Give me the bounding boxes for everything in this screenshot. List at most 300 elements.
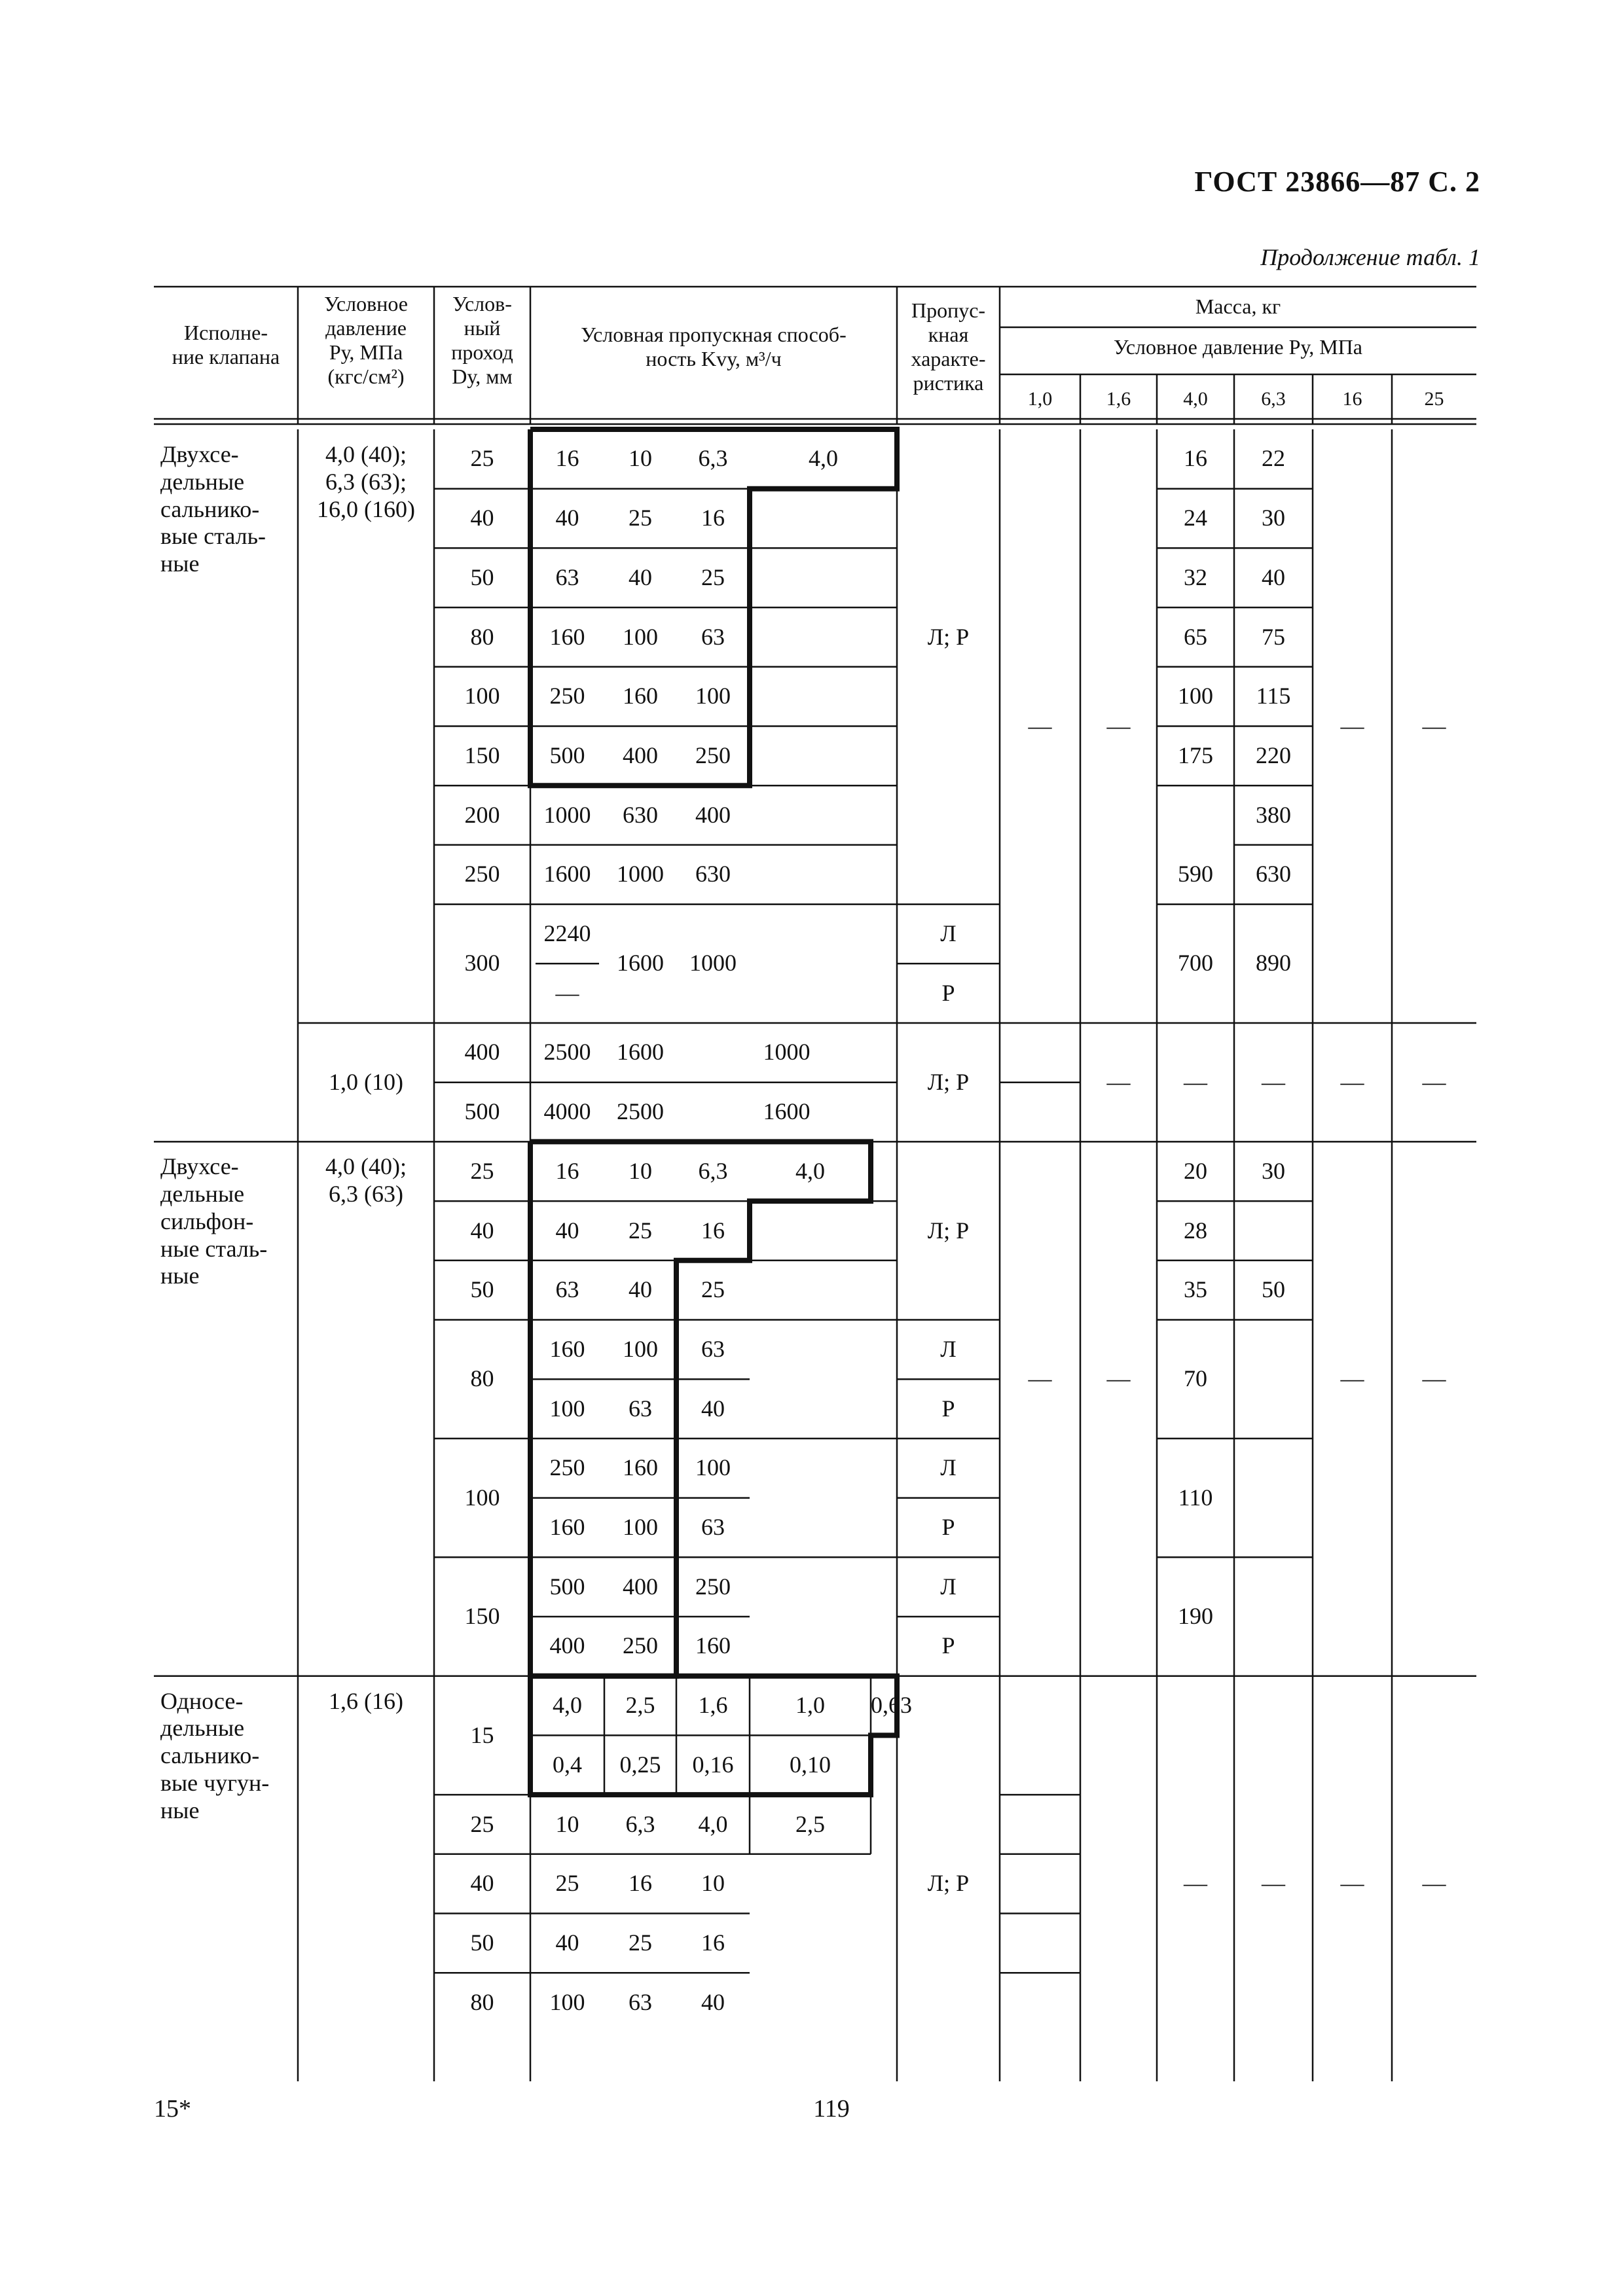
kv-cell-line: 1600	[617, 950, 664, 977]
page-mark: 15*	[154, 2095, 191, 2123]
kv-cell	[750, 1811, 871, 1839]
section-variant-line: ные	[160, 550, 200, 577]
kv-cell	[604, 445, 676, 473]
section-variant	[160, 1153, 298, 1290]
kv-cell-line: 1000	[763, 1039, 811, 1066]
kv-cell	[530, 1336, 604, 1363]
kv-cell-line: 63	[701, 1335, 725, 1362]
header-kv-line: Условная пропускная способ-	[581, 323, 847, 346]
kv-cell	[604, 564, 676, 592]
header-dn-line: ный	[464, 316, 501, 340]
header-mass-col	[1000, 388, 1080, 411]
dash-cell	[1392, 1870, 1476, 1897]
characteristic-cell	[897, 1217, 1000, 1245]
section-variant-line: вые чугун-	[160, 1769, 270, 1796]
mass-63-cell	[1234, 1158, 1313, 1185]
dn-cell	[434, 1365, 530, 1393]
header-mass-pressure-line: Условное давление Pу, МПа	[1114, 335, 1362, 359]
kv-cell-line: 2240	[543, 920, 591, 947]
dn-cell	[434, 1158, 530, 1185]
dash-cell	[1234, 1069, 1313, 1096]
kv-cell	[604, 1989, 676, 2017]
kv-cell-line: 25	[629, 505, 652, 531]
kv-cell-line: 16	[701, 1217, 725, 1244]
kv-cell	[676, 1454, 750, 1482]
dn-cell	[434, 564, 530, 592]
kv-cell-line: —	[555, 979, 579, 1006]
dash-cell	[1392, 1365, 1476, 1393]
dn-cell	[434, 624, 530, 651]
kv-cell-line: 160	[549, 623, 585, 650]
dash-cell-line: —	[1340, 1365, 1364, 1392]
dn-cell-line: 50	[470, 564, 494, 590]
mass-4-cell-line: 175	[1178, 742, 1213, 768]
kv-cell-line: 25	[629, 1217, 652, 1244]
kv-cell-line: 1,0	[795, 1692, 825, 1719]
kv-cell	[530, 1811, 604, 1839]
mass-4-cell-line: 35	[1184, 1276, 1207, 1303]
header-mass-line: Масса, кг	[1195, 295, 1281, 318]
header-variant	[154, 321, 298, 369]
header-characteristic-line: Пропус-	[911, 298, 986, 322]
dash-cell-line: —	[1422, 1870, 1446, 1897]
dn-cell	[434, 1870, 530, 1897]
dash-cell-line: —	[1106, 1068, 1131, 1095]
kv-cell-line: 40	[555, 505, 579, 531]
kv-cell	[604, 505, 676, 532]
section-pressure-line: 6,3 (63)	[329, 1181, 403, 1208]
kv-cell-line: 40	[555, 1217, 579, 1244]
mass-63-cell-line: 22	[1262, 445, 1285, 472]
kv-cell	[871, 1692, 912, 1719]
kv-cell-line: 63	[701, 623, 725, 650]
dn-cell-line: 250	[464, 861, 500, 888]
kv-cell-line: 250	[695, 742, 731, 768]
kv-cell-line: 100	[695, 1454, 731, 1481]
mass-4-cell	[1157, 1603, 1234, 1630]
kv-cell	[530, 1276, 604, 1304]
mass-4-cell	[1157, 1365, 1234, 1393]
header-characteristic-line: ристика	[913, 371, 984, 395]
kv-cell-line: 10	[701, 1870, 725, 1897]
kv-cell	[530, 624, 604, 651]
kv-cell	[604, 1870, 676, 1897]
kv-cell-line: 40	[555, 1929, 579, 1956]
mass-4-cell	[1157, 1217, 1234, 1245]
characteristic-cell-line: Р	[941, 1632, 955, 1659]
mass-4-cell-line: 32	[1184, 564, 1207, 590]
kv-cell	[530, 1692, 604, 1719]
dash-cell	[1234, 1870, 1313, 1897]
header-mass-col-line: 1,0	[1027, 387, 1053, 410]
dash-cell	[1157, 1870, 1234, 1897]
section-pressure-line: 16,0 (160)	[317, 495, 415, 522]
kv-cell-line: 16	[701, 1929, 725, 1956]
header-dn	[434, 292, 530, 389]
header-pressure-line: Условное	[324, 292, 408, 315]
mass-4-cell	[1157, 445, 1234, 473]
mass-4-cell	[1157, 950, 1234, 977]
kv-cell	[530, 1751, 604, 1779]
mass-4-cell	[1157, 861, 1234, 888]
mass-63-cell	[1234, 624, 1313, 651]
kv-cell-line: 10	[629, 1157, 652, 1184]
kv-cell-line: 4,0	[809, 445, 838, 472]
kv-cell-line: 6,3	[698, 445, 728, 472]
dn-cell-line: 25	[470, 1157, 494, 1184]
section-pressure	[298, 1688, 434, 1715]
kv-cell-line: 1000	[689, 950, 737, 977]
kv-cell	[750, 1158, 871, 1185]
header-pressure-line: (кгс/см²)	[327, 365, 405, 389]
kv-cell	[676, 1276, 750, 1304]
header-mass-col-line: 16	[1342, 387, 1362, 410]
header-characteristic	[897, 298, 1000, 395]
section-pressure-line: 6,3 (63);	[325, 468, 407, 495]
kv-cell-line: 100	[623, 623, 658, 650]
dn-cell	[434, 1098, 530, 1126]
characteristic-cell	[897, 1632, 1000, 1660]
kv-cell	[530, 1632, 604, 1660]
dash-cell	[1080, 1069, 1157, 1096]
kv-cell-line: 16	[555, 1157, 579, 1184]
kv-cell	[604, 1039, 676, 1066]
section-variant-line: сильфон-	[160, 1208, 254, 1234]
mass-63-cell	[1234, 1276, 1313, 1304]
kv-cell-line: 1600	[763, 1098, 811, 1125]
header-mass	[1000, 295, 1476, 319]
kv-cell	[530, 1454, 604, 1482]
kv-cell-line: 40	[629, 1276, 652, 1303]
mass-4-cell-line: 100	[1178, 683, 1213, 709]
mass-63-cell-line: 220	[1256, 742, 1291, 768]
kv-cell	[676, 1514, 750, 1541]
dash-cell	[1157, 1069, 1234, 1096]
section-variant	[160, 1688, 298, 1825]
mass-4-cell-line: 65	[1184, 623, 1207, 650]
mass-63-cell-line: 630	[1256, 861, 1291, 888]
dn-cell-line: 25	[470, 1810, 494, 1837]
mass-4-cell	[1157, 1484, 1234, 1512]
dash-cell	[1313, 1069, 1392, 1096]
dash-cell	[1313, 713, 1392, 740]
kv-cell	[750, 445, 897, 473]
header-dn-line: проход	[451, 340, 513, 365]
dn-cell	[434, 1039, 530, 1066]
dash-cell	[1313, 1365, 1392, 1393]
characteristic-cell-line: Л	[940, 920, 957, 947]
kv-cell	[676, 1811, 750, 1839]
kv-cell-line: 63	[555, 564, 579, 590]
mass-4-cell-line: 590	[1178, 861, 1213, 888]
section-variant-line: Односе-	[160, 1687, 244, 1714]
characteristic-cell	[897, 1514, 1000, 1541]
kv-cell	[676, 1573, 750, 1601]
kv-cell	[676, 861, 750, 888]
kv-cell	[750, 1751, 871, 1779]
kv-cell-line: 63	[701, 1514, 725, 1541]
characteristic-cell	[897, 1395, 1000, 1423]
mass-63-cell-line: 75	[1262, 623, 1285, 650]
dash-cell-line: —	[1184, 1870, 1207, 1897]
kv-cell	[676, 1632, 750, 1660]
section-variant-line: вые сталь-	[160, 523, 266, 550]
dn-cell-line: 80	[470, 1365, 494, 1392]
dash-cell-line: —	[1340, 1068, 1364, 1095]
kv-cell-line: 10	[629, 445, 652, 472]
kv-cell-line: 0,10	[790, 1751, 831, 1778]
kv-cell-line: 400	[623, 742, 658, 768]
kv-cell-line: 1600	[543, 861, 591, 888]
dn-cell-line: 400	[464, 1039, 500, 1066]
kv-cell	[604, 1751, 676, 1779]
kv-cell	[676, 1158, 750, 1185]
section-variant-line: Двухсе-	[160, 441, 239, 467]
mass-4-cell	[1157, 624, 1234, 651]
document-header: ГОСТ 23866—87 С. 2	[1194, 166, 1480, 198]
section-variant-line: сальнико-	[160, 1742, 260, 1769]
dash-cell-line: —	[1184, 1068, 1207, 1095]
kv-cell	[676, 802, 750, 829]
mass-4-cell-line: 28	[1184, 1217, 1207, 1244]
dn-cell	[434, 1989, 530, 2017]
kv-cell-line: 40	[629, 564, 652, 590]
section-pressure	[298, 1069, 434, 1096]
kv-cell-line: 400	[549, 1632, 585, 1659]
header-variant-line: ние клапана	[172, 345, 280, 369]
mass-4-cell	[1157, 505, 1234, 532]
dash-cell	[1080, 713, 1157, 740]
kv-cell-line: 1000	[617, 861, 664, 888]
kv-cell	[604, 1276, 676, 1304]
kv-cell	[676, 742, 750, 770]
kv-cell-line: 10	[555, 1810, 579, 1837]
kv-cell	[676, 505, 750, 532]
dn-cell-line: 40	[470, 1217, 494, 1244]
dn-cell	[434, 1217, 530, 1245]
section-pressure-line: 4,0 (40);	[325, 441, 407, 467]
characteristic-cell	[897, 1069, 1000, 1096]
section-variant-line: сальнико-	[160, 495, 260, 522]
kv-cell	[604, 1573, 676, 1601]
header-dn-line: Услов-	[452, 292, 512, 315]
kv-cell	[676, 445, 750, 473]
kv-cell	[676, 950, 750, 977]
header-mass-col	[1080, 388, 1157, 411]
mass-63-cell	[1234, 950, 1313, 977]
dn-cell-line: 25	[470, 445, 494, 472]
dn-cell-line: 500	[464, 1098, 500, 1125]
dash-cell-line: —	[1028, 712, 1052, 739]
characteristic-cell-line: Л	[940, 1335, 957, 1362]
kv-cell	[676, 1039, 897, 1066]
dn-cell-line: 50	[470, 1929, 494, 1956]
kv-cell-line: 0,4	[553, 1751, 582, 1778]
mass-63-cell-line: 50	[1262, 1276, 1285, 1303]
kv-cell-line: 2500	[617, 1098, 664, 1125]
mass-4-cell-line: 190	[1178, 1603, 1213, 1630]
kv-cell-line: 1600	[617, 1039, 664, 1066]
kv-cell	[530, 1989, 604, 2017]
section-pressure-line: 1,0 (10)	[329, 1068, 403, 1095]
header-mass-pressure	[1000, 335, 1476, 359]
kv-cell-line: 250	[695, 1573, 731, 1600]
header-kv	[530, 323, 897, 371]
kv-cell-line: 6,3	[625, 1810, 655, 1837]
kv-cell	[604, 1514, 676, 1541]
kv-cell	[530, 1929, 604, 1957]
kv-cell	[604, 1098, 676, 1126]
kv-cell-line: 500	[549, 742, 585, 768]
mass-63-cell	[1234, 802, 1313, 829]
kv-cell	[676, 1395, 750, 1423]
header-mass-col	[1313, 388, 1392, 411]
dn-cell	[434, 1484, 530, 1512]
mass-4-cell-line: 20	[1184, 1157, 1207, 1184]
kv-cell-line: 4,0	[698, 1810, 728, 1837]
header-dn-line: Dу, мм	[452, 365, 513, 389]
mass-63-cell-line: 380	[1256, 801, 1291, 828]
kv-cell	[676, 1989, 750, 2017]
characteristic-cell	[897, 920, 1000, 948]
dash-cell-line: —	[1262, 1870, 1285, 1897]
dn-cell	[434, 1722, 530, 1749]
dn-cell-line: 80	[470, 623, 494, 650]
mass-63-cell-line: 890	[1256, 950, 1291, 977]
kv-cell	[530, 564, 604, 592]
kv-cell	[604, 742, 676, 770]
kv-cell-line: 2,5	[795, 1810, 825, 1837]
mass-4-cell-line: 110	[1178, 1484, 1213, 1511]
kv-cell	[676, 624, 750, 651]
dn-cell	[434, 861, 530, 888]
section-variant-line: дельные	[160, 1715, 245, 1742]
kv-cell-line: 250	[549, 683, 585, 709]
dash-cell	[1080, 1365, 1157, 1393]
dash-cell	[1000, 1365, 1080, 1393]
kv-cell-line: 400	[695, 801, 731, 828]
kv-cell-line: 16	[701, 505, 725, 531]
kv-cell-line: 63	[629, 1988, 652, 2015]
kv-cell	[604, 950, 676, 977]
kv-cell-line: 0,16	[692, 1751, 734, 1778]
kv-cell-line: 2,5	[625, 1692, 655, 1719]
dn-cell-line: 40	[470, 505, 494, 531]
characteristic-cell	[897, 624, 1000, 651]
characteristic-cell-line: Л	[940, 1454, 957, 1481]
section-variant-line: Двухсе-	[160, 1153, 239, 1180]
kv-cell	[530, 1573, 604, 1601]
mass-4-cell	[1157, 564, 1234, 592]
mass-63-cell	[1234, 505, 1313, 532]
kv-cell	[676, 1098, 897, 1126]
kv-cell	[530, 1158, 604, 1185]
kv-cell	[676, 683, 750, 710]
kv-cell	[676, 1929, 750, 1957]
mass-63-cell-line: 30	[1262, 505, 1285, 531]
kv-cell	[530, 505, 604, 532]
dn-cell	[434, 445, 530, 473]
kv-cell-line: 250	[549, 1454, 585, 1481]
kv-cell-line: 25	[555, 1870, 579, 1897]
header-pressure	[298, 292, 434, 389]
kv-cell-line: 2500	[543, 1039, 591, 1066]
kv-cell	[530, 980, 604, 1007]
header-mass-col	[1392, 388, 1476, 411]
dn-cell-line: 150	[464, 1603, 500, 1630]
characteristic-cell-line: Л; Р	[927, 1870, 970, 1897]
dn-cell	[434, 1276, 530, 1304]
characteristic-cell	[897, 1870, 1000, 1897]
kv-cell-line: 100	[549, 1988, 585, 2015]
dn-cell	[434, 1929, 530, 1957]
dn-cell-line: 40	[470, 1870, 494, 1897]
dash-cell-line: —	[1106, 712, 1131, 739]
kv-cell-line: 100	[623, 1514, 658, 1541]
mass-63-cell	[1234, 742, 1313, 770]
section-pressure-line: 4,0 (40);	[325, 1153, 407, 1180]
kv-cell	[604, 861, 676, 888]
kv-cell-line: 160	[623, 683, 658, 709]
characteristic-cell	[897, 1336, 1000, 1363]
kv-cell-line: 630	[695, 861, 731, 888]
characteristic-cell-line: Л; Р	[927, 623, 970, 650]
kv-cell	[530, 1395, 604, 1423]
kv-cell	[604, 1929, 676, 1957]
characteristic-cell	[897, 1573, 1000, 1601]
kv-cell	[530, 1098, 604, 1126]
kv-cell	[676, 1870, 750, 1897]
section-variant-line: ные сталь-	[160, 1235, 268, 1262]
dash-cell-line: —	[1028, 1365, 1052, 1392]
kv-cell-line: 630	[623, 801, 658, 828]
kv-cell	[530, 861, 604, 888]
kv-cell-line: 63	[555, 1276, 579, 1303]
header-characteristic-line: характе-	[911, 347, 986, 371]
kv-cell-line: 400	[623, 1573, 658, 1600]
section-variant-line: дельные	[160, 1181, 245, 1208]
kv-cell	[676, 564, 750, 592]
dn-cell-line: 100	[464, 683, 500, 709]
mass-4-cell-line: 24	[1184, 505, 1207, 531]
kv-cell-line: 160	[623, 1454, 658, 1481]
mass-4-cell	[1157, 742, 1234, 770]
kv-cell-line: 100	[695, 683, 731, 709]
kv-cell-line: 250	[623, 1632, 658, 1659]
kv-cell-line: 6,3	[698, 1157, 728, 1184]
kv-cell	[530, 445, 604, 473]
mass-63-cell-line: 30	[1262, 1157, 1285, 1184]
dn-cell	[434, 802, 530, 829]
characteristic-cell	[897, 980, 1000, 1007]
header-mass-col-line: 4,0	[1183, 387, 1208, 410]
dn-cell	[434, 683, 530, 710]
kv-cell-line: 0,25	[619, 1751, 661, 1778]
kv-cell-line: 100	[623, 1335, 658, 1362]
mass-4-cell	[1157, 683, 1234, 710]
kv-cell	[676, 1336, 750, 1363]
kv-cell	[530, 742, 604, 770]
section-pressure	[298, 1153, 434, 1208]
kv-cell	[530, 802, 604, 829]
kv-cell-line: 160	[549, 1335, 585, 1362]
kv-cell-line: 160	[695, 1632, 731, 1659]
kv-cell	[604, 683, 676, 710]
dash-cell-line: —	[1340, 712, 1364, 739]
kv-cell	[604, 1632, 676, 1660]
characteristic-cell-line: Р	[941, 979, 955, 1006]
dash-cell-line: —	[1262, 1068, 1285, 1095]
